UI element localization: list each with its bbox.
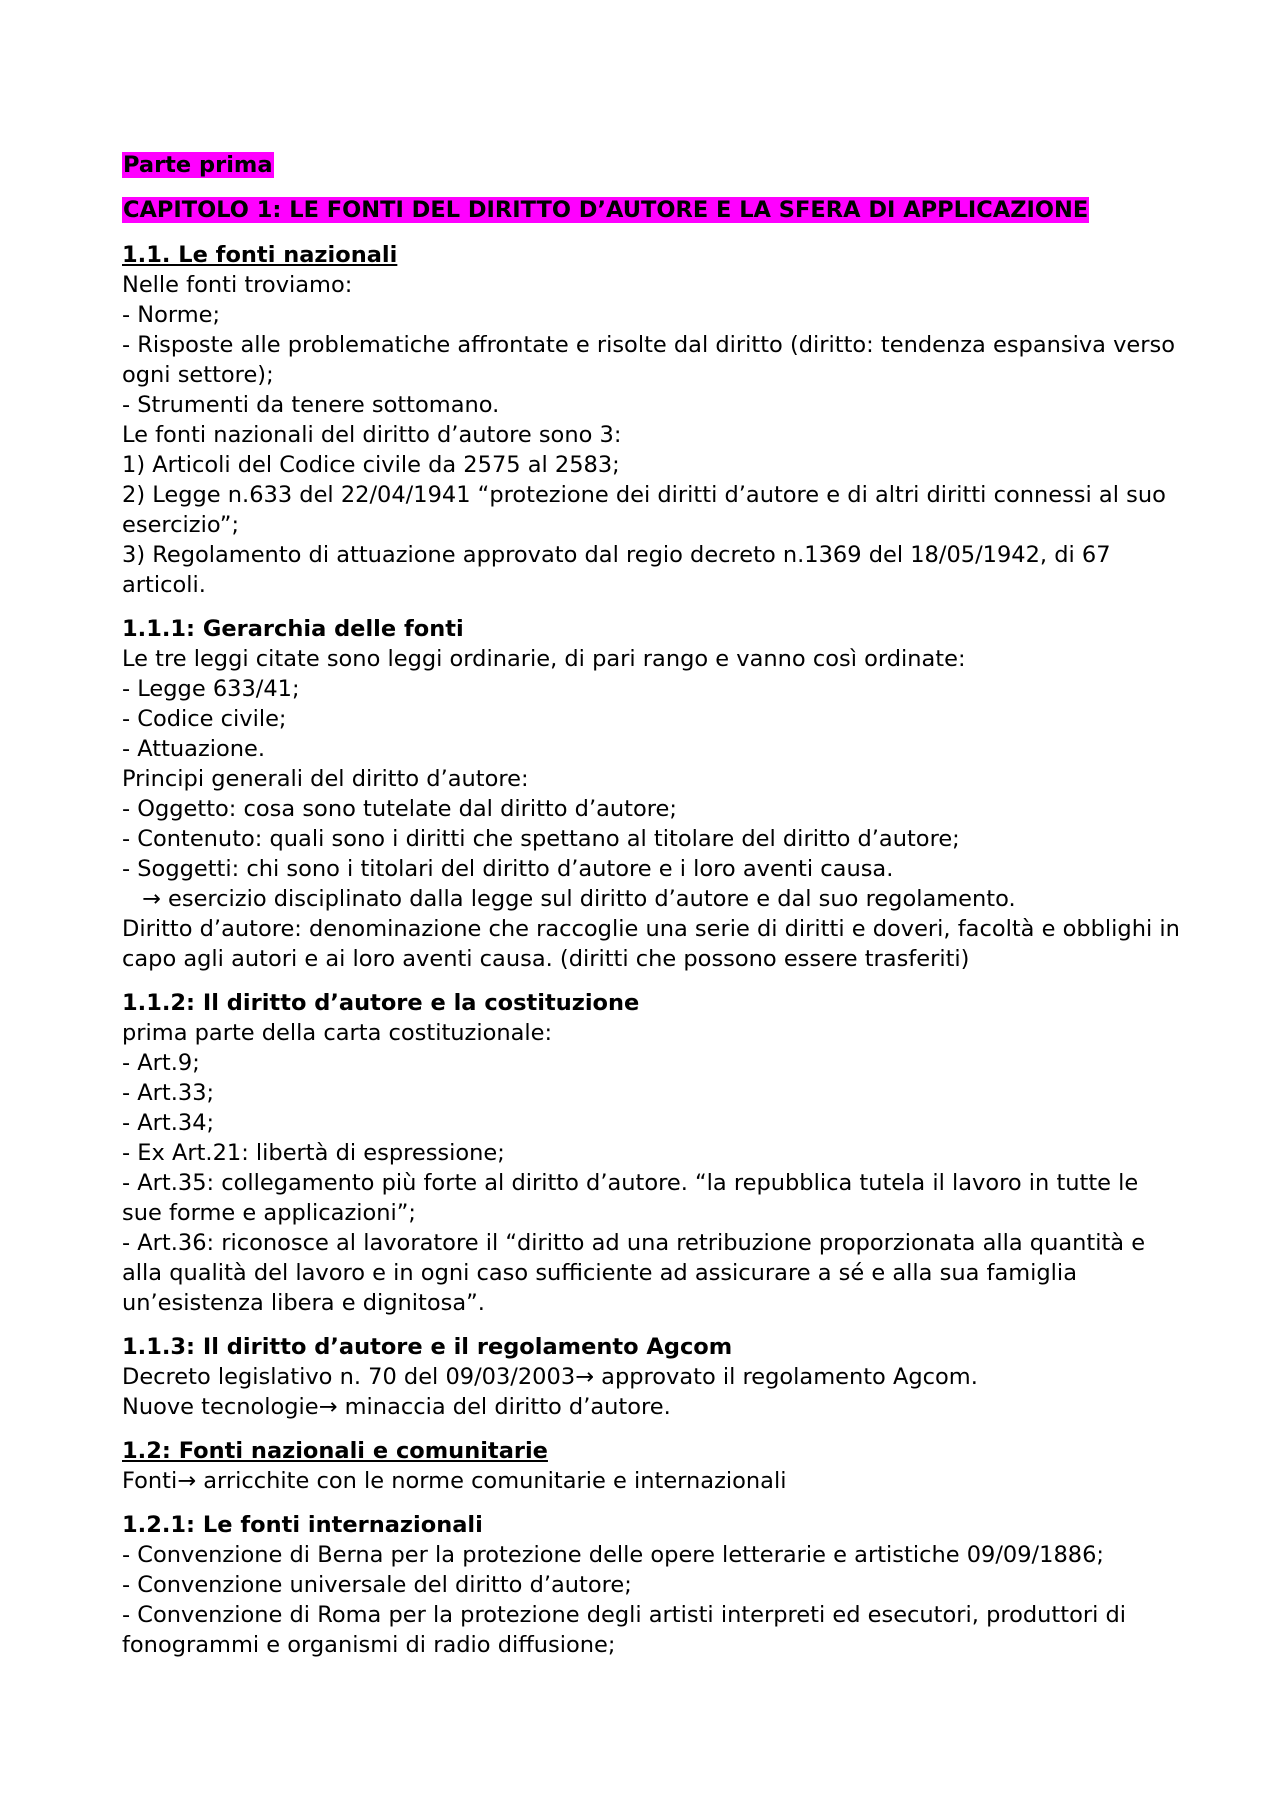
section-fonti-nazionali xyxy=(122,240,1182,600)
document-page xyxy=(122,150,1188,1674)
list-item: - Art.34; xyxy=(122,1110,215,1136)
list-item: 3) Regolamento di attuazione approvato dal regio decreto n.1369 del 18/05/1942, di 67 articoli. xyxy=(122,542,1118,598)
list-item: - Art.35: collegamento più forte al diritto d’autore. “la repubblica tutela il lavoro in tutte le sue forme e applicazioni”; xyxy=(122,1170,1146,1226)
text-part: Fonti xyxy=(122,1468,178,1494)
arrow-right-icon: → xyxy=(318,1394,338,1420)
list-item: - Risposte alle problematiche affrontate e risolte dal diritto (diritto: tendenza espansiva verso ogni settore); xyxy=(122,332,1183,388)
list-item: - Norme; xyxy=(122,302,221,328)
section-fonti-internazionali xyxy=(122,1510,1182,1660)
text-line xyxy=(122,1466,1182,1496)
text-line: Le fonti nazionali del diritto d’autore sono 3: xyxy=(122,422,622,448)
section-heading: 1.1.1: Gerarchia delle fonti xyxy=(122,616,464,642)
text-line: Principi generali del diritto d’autore: xyxy=(122,766,529,792)
list-item: - Contenuto: quali sono i diritti che spettano al titolare del diritto d’autore; xyxy=(122,826,960,852)
arrow-right-icon: → xyxy=(177,1468,197,1494)
list-item: - Legge 633/41; xyxy=(122,676,300,702)
text-line: Nelle fonti troviamo: xyxy=(122,272,353,298)
text-line xyxy=(122,1362,1182,1392)
list-item: - Art.36: riconosce al lavoratore il “diritto ad una retribuzione proporzionata alla quantità e alla qualità del lavoro e in ogni caso sufficiente ad assicurare a sé e alla sua famiglia un’esistenza libera e dignitosa”. xyxy=(122,1230,1153,1316)
list-item: - Oggetto: cosa sono tutelate dal diritto d’autore; xyxy=(122,796,677,822)
section-heading: 1.1. Le fonti nazionali xyxy=(122,242,398,268)
section-heading: 1.1.2: Il diritto d’autore e la costituzione xyxy=(122,990,640,1016)
list-item: - Convenzione universale del diritto d’autore; xyxy=(122,1572,632,1598)
text-line: Diritto d’autore: denominazione che raccoglie una serie di diritti e doveri, facoltà e obblighi in capo agli autori e ai loro aventi causa. (diritti che possono essere trasferiti) xyxy=(122,916,1188,972)
list-item: 2) Legge n.633 del 22/04/1941 “protezione dei diritti d’autore e di altri diritti connessi al suo esercizio”; xyxy=(122,482,1174,538)
list-item: - Convenzione di Roma per la protezione degli artisti interpreti ed esecutori, produttori di fonogrammi e organismi di radio diffusione; xyxy=(122,1602,1134,1658)
text-part: Nuove tecnologie xyxy=(122,1394,319,1420)
list-item: - Art.33; xyxy=(122,1080,215,1106)
section-fonti-comunitarie xyxy=(122,1436,1182,1496)
list-item: - Art.9; xyxy=(122,1050,200,1076)
arrow-line-text: esercizio disciplinato dalla legge sul diritto d’autore e dal suo regolamento. xyxy=(160,886,1016,912)
text-part: Decreto legislativo n. 70 del 09/03/2003 xyxy=(122,1364,576,1390)
section-gerarchia-fonti xyxy=(122,614,1188,974)
list-item: 1) Articoli del Codice civile da 2575 al 2583; xyxy=(122,452,620,478)
text-part: arricchite con le norme comunitarie e internazionali xyxy=(196,1468,787,1494)
part-title xyxy=(122,150,1182,180)
text-line: Le tre leggi citate sono leggi ordinarie, di pari rango e vanno così ordinate: xyxy=(122,646,966,672)
list-item: - Attuazione. xyxy=(122,736,266,762)
list-item: - Codice civile; xyxy=(122,706,287,732)
text-line: prima parte della carta costituzionale: xyxy=(122,1020,553,1046)
section-heading: 1.2.1: Le fonti internazionali xyxy=(122,1512,483,1538)
list-item: - Soggetti: chi sono i titolari del diritto d’autore e i loro aventi causa. xyxy=(122,856,894,882)
part-title-text: Parte prima xyxy=(123,152,273,178)
text-part: approvato il regolamento Agcom. xyxy=(594,1364,978,1390)
list-item: - Convenzione di Berna per la protezione delle opere letterarie e artistiche 09/09/1886; xyxy=(122,1542,1104,1568)
section-heading: 1.2: Fonti nazionali e comunitarie xyxy=(122,1438,548,1464)
text-line xyxy=(122,1392,1182,1422)
section-heading: 1.1.3: Il diritto d’autore e il regolamento Agcom xyxy=(122,1334,733,1360)
section-agcom xyxy=(122,1332,1182,1422)
arrow-right-icon: → xyxy=(142,886,161,912)
arrow-line xyxy=(122,884,1182,914)
section-costituzione xyxy=(122,988,1182,1318)
text-part: minaccia del diritto d’autore. xyxy=(337,1394,671,1420)
list-item: - Ex Art.21: libertà di espressione; xyxy=(122,1140,505,1166)
list-item: - Strumenti da tenere sottomano. xyxy=(122,392,500,418)
arrow-right-icon: → xyxy=(575,1364,594,1390)
chapter-title xyxy=(122,195,1182,225)
chapter-title-text: CAPITOLO 1: LE FONTI DEL DIRITTO D’AUTORE E LA SFERA DI APPLICAZIONE xyxy=(123,197,1089,223)
